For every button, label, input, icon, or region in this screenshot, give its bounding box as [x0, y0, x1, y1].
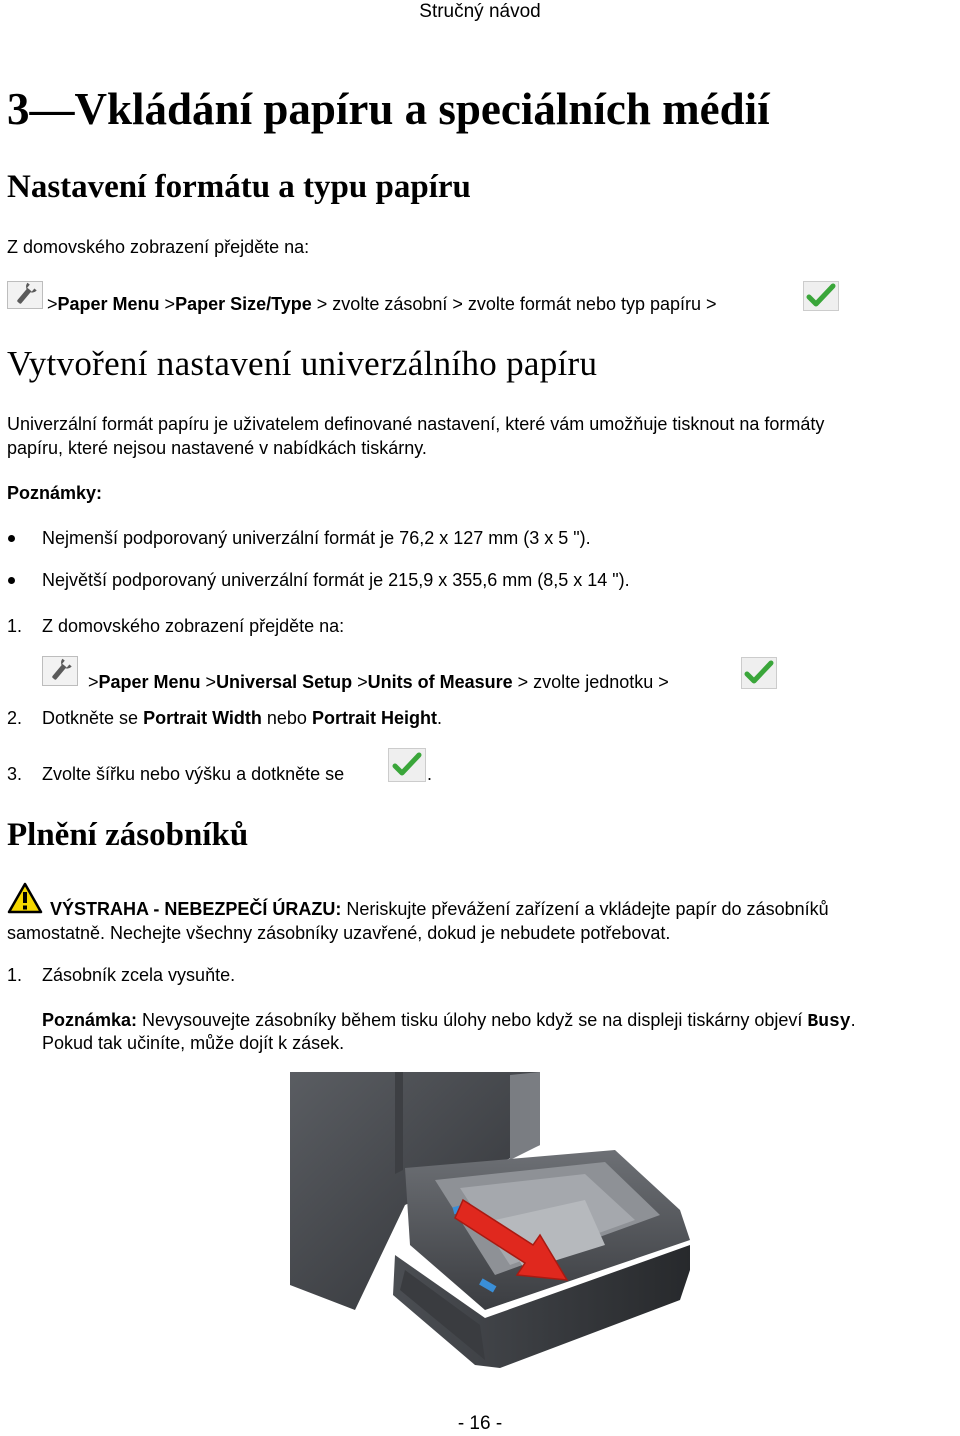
notes-label: Poznámky: [7, 483, 103, 503]
wrench-icon [42, 656, 78, 691]
busy-status-text: Busy [807, 1012, 851, 1032]
path-paper-size-type: Paper Size/Type [175, 294, 312, 314]
step-3-text: Zvolte šířku nebo výšku a dotkněte se [42, 764, 345, 784]
path-paper-menu: Paper Menu [98, 672, 201, 692]
bullet [8, 577, 15, 584]
checkmark-icon [388, 748, 426, 787]
warning-line-2: samostatně. Nechejte všechny zásobníky uzavřené, dokud je nebudete potřebovat. [7, 923, 671, 943]
path-units-of-measure: Units of Measure [367, 672, 513, 692]
step-3-period: . [427, 764, 433, 784]
path-separator: > [159, 294, 176, 314]
path-separator: > [88, 672, 99, 692]
warning-line-1 [50, 897, 829, 921]
tray-step-1-number: 1. [7, 965, 23, 985]
note-text: Nevysouvejte zásobníky během tisku úlohy nebo když se na displeji tiskárny objeví [137, 1010, 808, 1030]
warning-label: VÝSTRAHA - NEBEZPEČÍ ÚRAZU: [50, 899, 342, 919]
path-rest: > zvolte zásobní > zvolte formát nebo typ papíru > [311, 294, 717, 314]
wrench-icon [7, 281, 43, 314]
path-paper-menu: Paper Menu [57, 294, 160, 314]
warning-icon [7, 882, 43, 919]
section-heading-universal: Vytvoření nastavení univerzálního papíru [7, 344, 598, 383]
note-bullet-1: Nejmenší podporovaný univerzální formát je 76,2 x 127 mm (3 x 5 "). [42, 528, 591, 548]
warning-text: Neriskujte převážení zařízení a vkládejte papír do zásobníků [341, 899, 829, 919]
step-2-number: 2. [7, 708, 23, 728]
step-1-number: 1. [7, 616, 23, 636]
step-2-text [42, 706, 442, 730]
section-heading-paper-size: Nastavení formátu a typu papíru [7, 169, 471, 205]
checkmark-icon [803, 281, 839, 316]
step-2-period: . [436, 708, 442, 728]
note-period: . [850, 1010, 856, 1030]
universal-setup-path [88, 670, 669, 694]
universal-paragraph-line2: papíru, které nejsou nastavené v nabídkách tiskárny. [7, 438, 427, 458]
bullet [8, 535, 15, 542]
running-header: Stručný návod [419, 1, 541, 22]
path-universal-setup: Universal Setup [216, 672, 353, 692]
portrait-height-label: Portrait Height [311, 708, 437, 728]
step-2-connector: nebo [261, 708, 312, 728]
page-number: - 16 - [457, 1413, 503, 1434]
paper-tray-illustration [285, 1070, 695, 1375]
note-bullet-2: Největší podporovaný univerzální formát je 215,9 x 355,6 mm (8,5 x 14 "). [42, 570, 630, 590]
note-label: Poznámka: [42, 1010, 138, 1030]
paper-menu-path [47, 292, 717, 316]
step-1-text: Z domovského zobrazení přejděte na: [42, 616, 345, 636]
section-heading-loading-trays: Plnění zásobníků [7, 817, 249, 853]
chapter-title: 3—Vkládání papíru a speciálních médií [7, 84, 770, 134]
path-separator: > [47, 294, 58, 314]
tray-note-line-2: Pokud tak učiníte, může dojít k zásek. [42, 1033, 345, 1053]
path-separator: > [352, 672, 368, 692]
portrait-width-label: Portrait Width [143, 708, 262, 728]
tray-step-1-text: Zásobník zcela vysuňte. [42, 965, 236, 985]
universal-paragraph-line1: Univerzální formát papíru je uživatelem definované nastavení, které vám umožňuje tisknout na formáty [7, 414, 825, 434]
path-rest: > zvolte jednotku > [512, 672, 669, 692]
step-2-prefix: Dotkněte se [42, 708, 144, 728]
intro-text: Z domovského zobrazení přejděte na: [7, 237, 310, 257]
step-3-number: 3. [7, 764, 23, 784]
path-separator: > [200, 672, 217, 692]
checkmark-icon [741, 657, 777, 694]
